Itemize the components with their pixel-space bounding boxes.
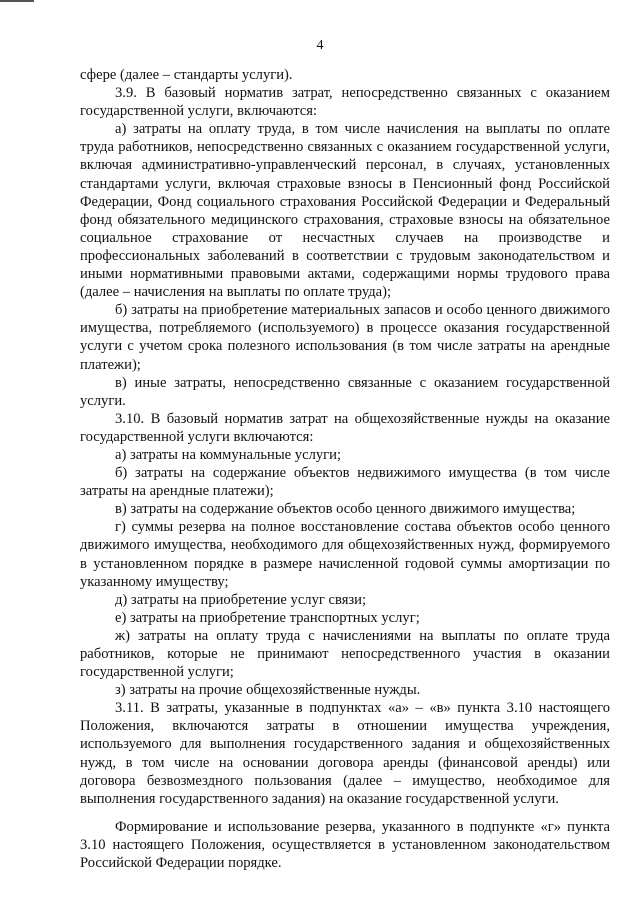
paragraph-3-10-b: б) затраты на содержание объектов недвижимого имущества (в том числе затраты на арендные платежи); — [80, 465, 610, 500]
paragraph-3-10: 3.10. В базовый норматив затрат на общехозяйственные нужды на оказание государственной услуги включаются: — [80, 410, 610, 445]
paragraph-continuation: сфере (далее – стандарты услуги). — [80, 67, 293, 83]
page-number: 4 — [316, 38, 324, 53]
paragraph-3-10-a: а) затраты на коммунальные услуги; — [115, 446, 342, 463]
paragraph-3-10-d: д) затраты на приобретение услуг связи; — [115, 591, 367, 608]
paragraph-3-10-zh: ж) затраты на оплату труда с начислениями на выплаты по оплате труда работников, которые не принимают непосредственного участия в оказании государственной услуги; — [80, 627, 610, 681]
scan-corner-mark — [0, 0, 34, 2]
paragraph-3-11: 3.11. В затраты, указанные в подпунктах «а» – «в» пункта 3.10 настоящего Положения, включаются затраты в отношении имущества учреждения, используемого для выполнения государственного задания и общехозяйственных нужд, в том числе на основании договора аренды (финансовой аренды) или договора безвозмездного пользования (далее – имущество, необходимое для выполнения государственного задания) на оказание государственной услуги. — [80, 700, 610, 807]
paragraph-3-9-b: б) затраты на приобретение материальных запасов и особо ценного движимого имущества, потребляемого (используемого) в процессе оказания государственной услуги с учетом срока полезного использования (в том числе затраты на арендные платежи); — [80, 302, 610, 373]
paragraph-3-9-a: а) затраты на оплату труда, в том числе начисления на выплаты по оплате труда работников, непосредственно связанных с оказанием государственной услуги, включая административно-управленческий персонал, в случаях, установленных стандартами услуги, включая страховые взносы в Пенсионный фонд Российской Федерации, Фонд социального страхования Российской Федерации и Федеральный фонд обязательного медицинского страхования, страховые взносы на обязательное социальное страхование от несчастных случаев на производстве и профессиональных заболеваний в соответствии с трудовым законодательством и иными нормативными правовыми актами, содержащими нормы трудового права (далее – начисления на выплаты по оплате труда); — [80, 121, 610, 301]
document-body — [80, 66, 610, 872]
paragraph-reserve: Формирование и использование резерва, указанного в подпункте «г» пункта 3.10 настоящего Положения, осуществляется в установленном законодательством Российской Федерации порядке. — [80, 818, 610, 872]
paragraph-3-9: 3.9. В базовый норматив затрат, непосредственно связанных с оказанием государственной услуги, включаются: — [80, 85, 610, 120]
paragraph-3-9-v: в) иные затраты, непосредственно связанные с оказанием государственной услуги. — [80, 374, 610, 409]
paragraph-3-10-v: в) затраты на содержание объектов особо ценного движимого имущества; — [115, 501, 576, 518]
paragraph-3-10-e: е) затраты на приобретение транспортных услуг; — [115, 609, 420, 626]
paragraph-3-10-g: г) суммы резерва на полное восстановление состава объектов особо ценного движимого имущества, необходимого для общехозяйственных нужд, формируемого в установленном порядке в размере начисленной годовой суммы амортизации по указанному имуществу; — [80, 519, 610, 590]
paragraph-3-10-z: з) затраты на прочие общехозяйственные нужды. — [115, 682, 421, 699]
